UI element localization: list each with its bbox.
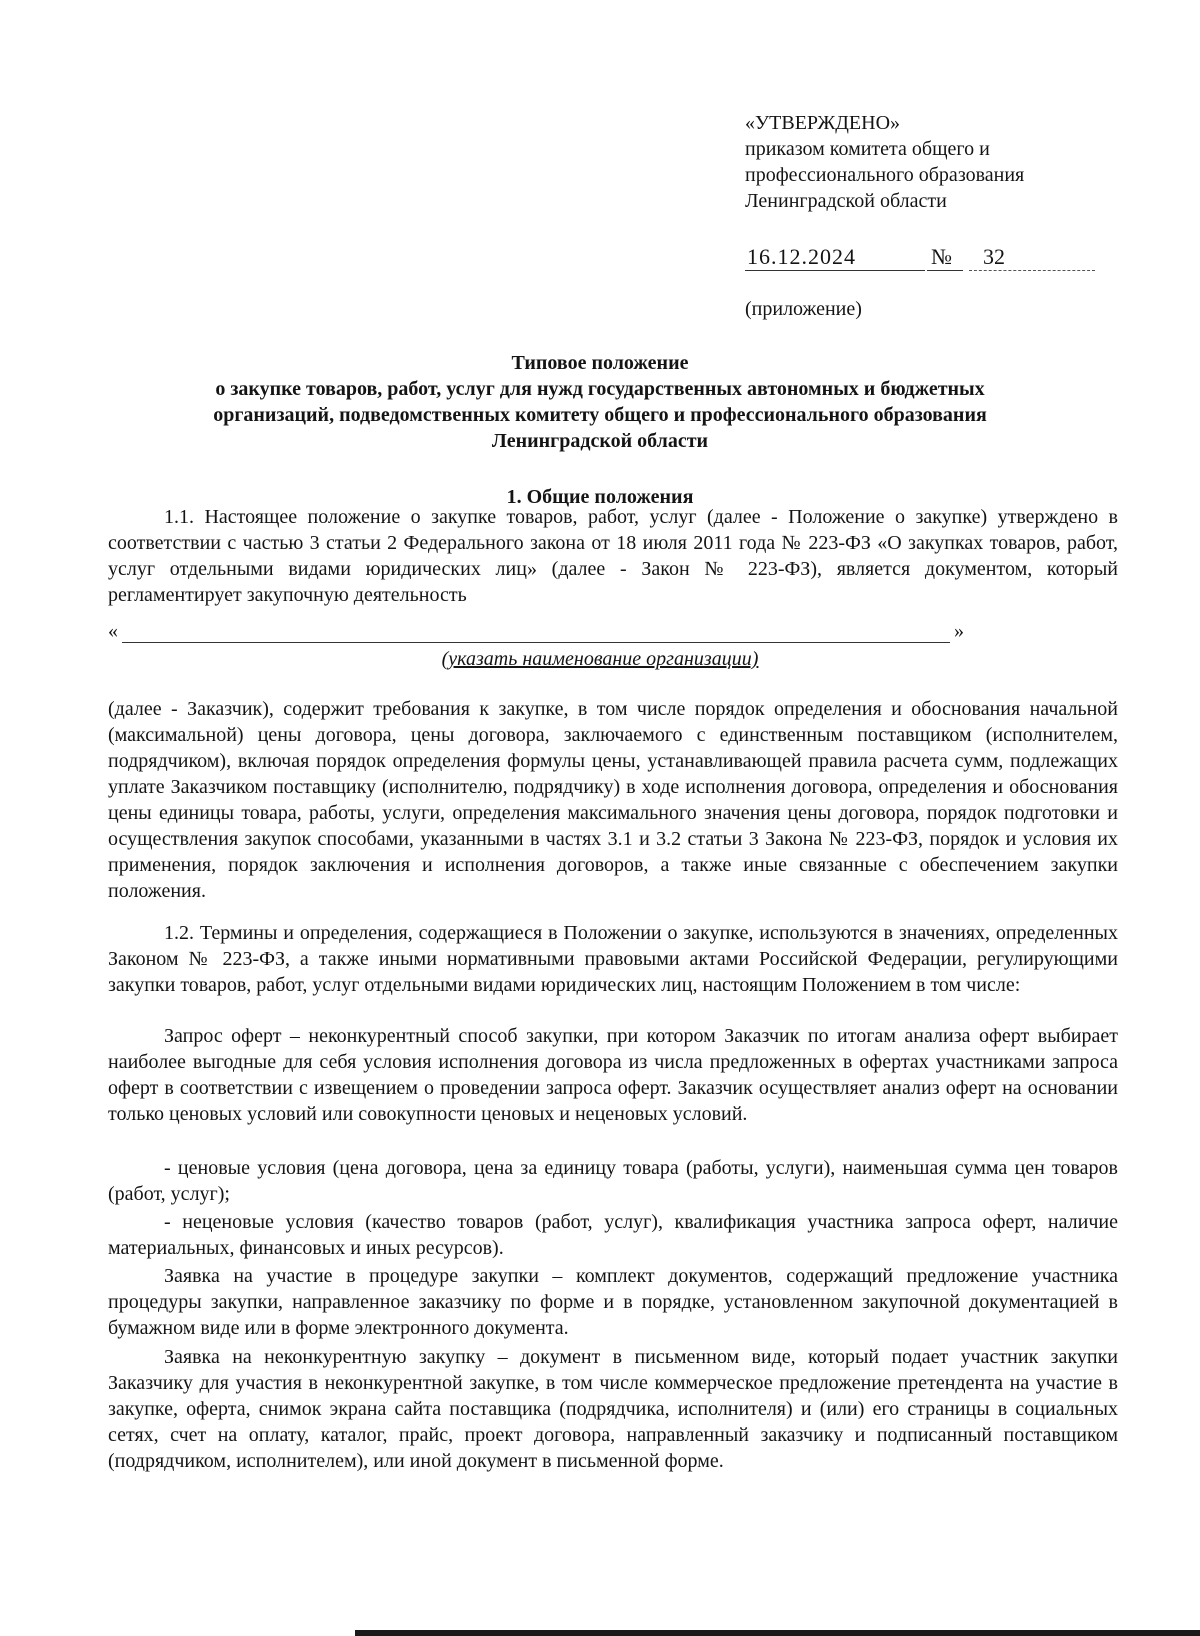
paragraph-noncompetitive-application: [108, 1344, 1118, 1474]
order-number: 32: [969, 244, 1095, 271]
order-date: 16.12.2024: [745, 244, 925, 271]
title-line: Типовое положение: [511, 352, 689, 374]
organization-name-blank: [108, 620, 968, 646]
title-line: Ленинградской области: [491, 430, 709, 452]
paragraph-text: Заявка на участие в процедуре закупки – комплект документов, содержащий предложение участника процедуры закупки, направленное заказчику по форме и в порядке, установленном закупочной документацией в бумажном виде или в форме электронного документа.: [108, 1265, 1118, 1339]
scan-edge-mark: [355, 1630, 1200, 1636]
number-sign-text: №: [931, 244, 952, 269]
paragraph-text: Запрос оферт – неконкурентный способ закупки, при котором Заказчик по итогам анализа оферт выбирает наиболее выгодные для себя условия исполнения договора из числа предложенных в офертах участниками запроса оферт в соответствии с извещением о проведении запроса оферт. Заказчик осуществляет анализ оферт на основании только ценовых условий или совокупности ценовых и неценовых условий.: [108, 1025, 1118, 1125]
approval-stamp: «УТВЕРЖДЕНО»: [745, 112, 901, 134]
paragraph-text: - неценовые условия (качество товаров (работ, услуг), квалификация участника запроса оферт, наличие материальных, финансовых и иных ресурсов).: [108, 1211, 1118, 1259]
title-line: организаций, подведомственных комитету общего и профессионального образования: [213, 404, 987, 426]
order-number-sign: [927, 244, 963, 271]
approval-block: [745, 110, 1165, 214]
appendix-note: (приложение): [745, 298, 862, 320]
paragraph-price-conditions: [108, 1155, 1118, 1207]
quote-open: «: [108, 620, 118, 642]
paragraph-1-1-start: [108, 504, 1118, 608]
section-heading: 1. Общие положения: [506, 486, 694, 508]
paragraph-text: 1.2. Термины и определения, содержащиеся в Положении о закупке, используются в значениях, определенных Законом № 223-ФЗ, а также иными нормативными правовыми актами Российской Федерации, регулирующими закупки товаров, работ, услуг отдельными видами юридических лиц, настоящим Положением в том числе:: [108, 922, 1118, 996]
paragraph-text: Заявка на неконкурентную закупку – документ в письменном виде, который подает участник закупки Заказчику для участия в неконкурентной закупке, в том числе коммерческое предложение претендента на участие в закупке, оферта, снимок экрана сайта поставщика (подрядчика, исполнителя) и (или) его страницы в социальных сетях, счет на оплату, каталог, прайс, проект договора, направленный заказчику и подписанный поставщиком (подрядчиком, исполнителем), или иной документ в письменной форме.: [108, 1346, 1118, 1472]
approval-line: приказом комитета общего и: [745, 138, 990, 160]
title-line: о закупке товаров, работ, услуг для нужд государственных автономных и бюджетных: [215, 378, 985, 400]
paragraph-1-1-end: [108, 676, 1118, 924]
paragraph-procurement-application: [108, 1263, 1118, 1341]
quote-close: »: [954, 620, 964, 642]
paragraph-text: - ценовые условия (цена договора, цена за единицу товара (работы, услуги), наименьшая сумма цен товаров (работ, услуг);: [108, 1157, 1118, 1205]
paragraph-offer-request: [108, 1023, 1118, 1127]
paragraph-nonprice-conditions: [108, 1209, 1118, 1261]
order-reference: [745, 244, 1095, 274]
fill-in-line: [122, 642, 950, 643]
approval-line: профессионального образования: [745, 164, 1025, 186]
organization-name-hint: (указать наименование организации): [441, 648, 759, 670]
paragraph-text: 1.1. Настоящее положение о закупке товаров, работ, услуг (далее - Положение о закупке) утверждено в соответствии с частью 3 статьи 2 Федерального закона от 18 июля 2011 года № 223-ФЗ «О закупках товаров, работ, услуг отдельными видами юридических лиц» (далее - Закон № 223-ФЗ), является документом, который регламентирует закупочную деятельность: [108, 506, 1118, 606]
approval-line: Ленинградской области: [745, 190, 947, 212]
paragraph-1-2: [108, 920, 1118, 998]
document-title: [100, 350, 1100, 454]
paragraph-text: (далее - Заказчик), содержит требования к закупке, в том числе порядок определения и обоснования начальной (максимальной) цены договора, цены договора, заключаемого с единственным поставщиком (исполнителем, подрядчиком), включая порядок определения формулы цены, устанавливающей правила расчета сумм, подлежащих уплате Заказчиком поставщику (исполнителю, подрядчику) в ходе исполнения договора, определения и обоснования цены единицы товара, работы, услуги, определения максимального значения цены договора, порядок подготовки и осуществления закупок способами, указанными в частях 3.1 и 3.2 статьи 3 Закона № 223-ФЗ, порядок и условия их применения, порядок заключения и исполнения договоров, а также иные связанные с обеспечением закупки положения.: [108, 698, 1118, 902]
